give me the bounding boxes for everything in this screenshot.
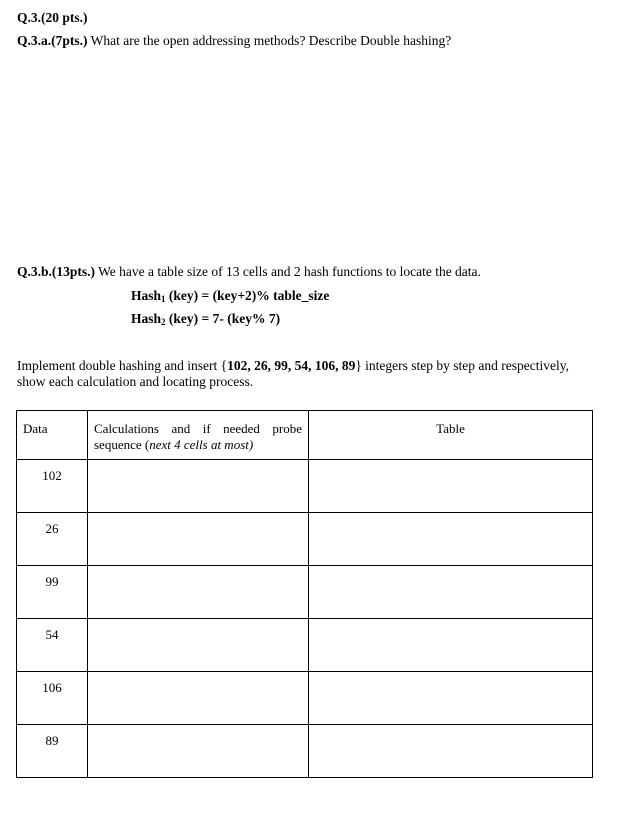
- double-hashing-table: [16, 410, 593, 778]
- table-cell[interactable]: [309, 619, 593, 672]
- insert-values: 102, 26, 99, 54, 106, 89: [227, 358, 356, 373]
- data-cell: 54: [17, 619, 88, 672]
- part-b-label: Q.3.b.(13pts.): [17, 264, 96, 279]
- table-row: [17, 672, 593, 725]
- hash2-formula: Hash$_2$ (key) = 7- (key% 7): [131, 311, 281, 327]
- part-a-text: What are the open addressing methods? Describe Double hashing?: [87, 33, 452, 48]
- data-cell: 106: [17, 672, 88, 725]
- calculation-cell[interactable]: [88, 619, 309, 672]
- calculation-cell[interactable]: [88, 725, 309, 778]
- part-b-text: We have a table size of 13 cells and 2 hash functions to locate the data.: [95, 264, 481, 279]
- data-cell: 26: [17, 513, 88, 566]
- table-cell[interactable]: [309, 513, 593, 566]
- table-cell[interactable]: [309, 725, 593, 778]
- table-header-row: [17, 411, 593, 460]
- instruction-line-2: show each calculation and locating process.: [17, 374, 254, 389]
- table-row: [17, 513, 593, 566]
- data-cell: 89: [17, 725, 88, 778]
- part-b-question: [17, 264, 481, 280]
- question-title: Q.3.(20 pts.): [17, 10, 88, 25]
- calculation-cell[interactable]: [88, 513, 309, 566]
- part-a-label: Q.3.a.(7pts.): [17, 33, 88, 48]
- calculation-cell[interactable]: [88, 566, 309, 619]
- header-calculations: Calculations and if needed probe sequence (next 4 cells at most): [88, 411, 309, 460]
- data-cell: 102: [17, 460, 88, 513]
- table-cell[interactable]: [309, 460, 593, 513]
- table-row: [17, 566, 593, 619]
- calculation-cell[interactable]: [88, 460, 309, 513]
- calculation-cell[interactable]: [88, 672, 309, 725]
- header-table: Table: [309, 411, 593, 460]
- part-a-question: [17, 33, 451, 49]
- instruction-line-1: Implement double hashing and insert {102, 26, 99, 54, 106, 89} integers step by step and respectively,: [17, 358, 569, 373]
- hash1-formula: Hash$_1$ (key) = (key+2)% table_size: [131, 288, 330, 304]
- table-cell[interactable]: [309, 566, 593, 619]
- table-row: [17, 725, 593, 778]
- table-row: [17, 619, 593, 672]
- data-cell: 99: [17, 566, 88, 619]
- header-data: Data: [17, 411, 88, 460]
- table-row: [17, 460, 593, 513]
- table-cell[interactable]: [309, 672, 593, 725]
